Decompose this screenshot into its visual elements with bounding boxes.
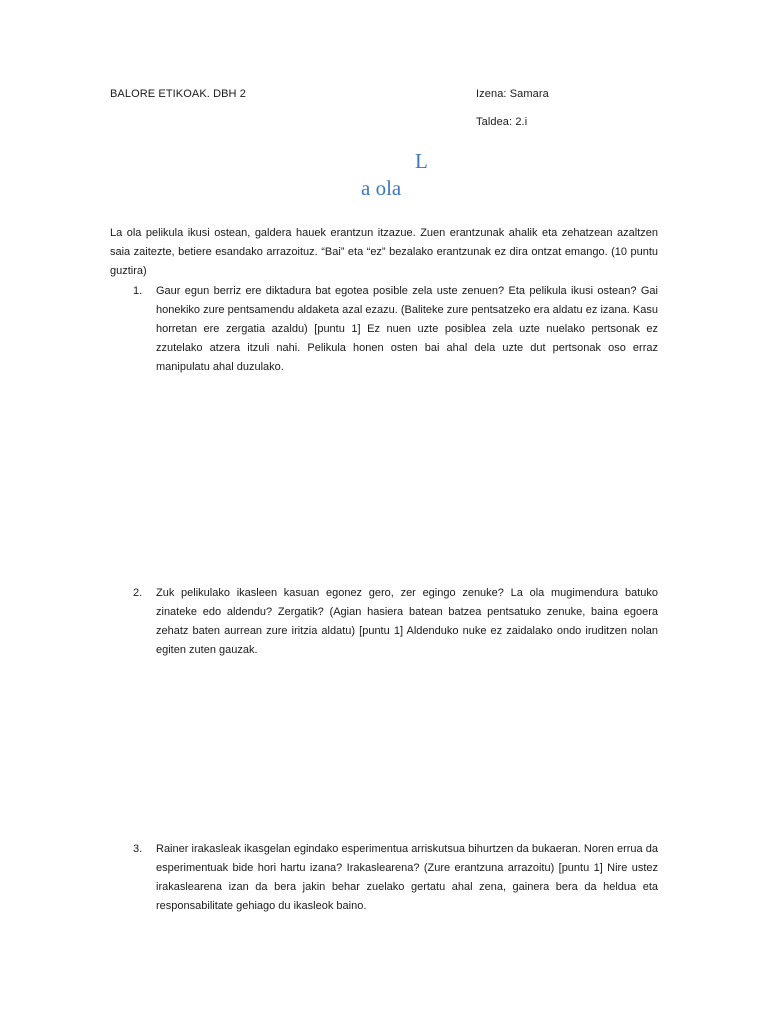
subject-header: BALORE ETIKOAK. DBH 2	[110, 88, 246, 100]
student-group: Taldea: 2.i	[476, 116, 528, 128]
question-number: 1.	[133, 285, 143, 297]
document-title-line-1: L	[415, 149, 428, 173]
question-text: Rainer irakasleak ikasgelan egindako esperimentua arriskutsua bihurtzen da bukaeran. Noren errua da esperimentuak bide hori hartu izana? Irakaslearena? (Zure erantzuna arrazoitu) [puntu 1] Nire ustez irakaslearena izan da bera jakin behar zuelako gertatu ahal zena, gainera bera da heldua eta responsabilitate gehiago du ikasleok baino.	[156, 843, 658, 912]
question-number: 2.	[133, 587, 143, 599]
document-title-line-2: a ola	[361, 176, 402, 200]
question-text: Gaur egun berriz ere diktadura bat egotea posible zela uste zenuen? Eta pelikula ikusi ostean? Gai honekiko zure pentsamendu aldaketa azal ezazu. (Baliteke zure pentsatzeko era aldatu ez izana. Kasu horretan ere zergatia azaldu) [puntu 1] Ez nuen uzte posiblea zela uzte nuelako pertsonak ez zzutelako atzera itzuli nahi. Pelikula honen osten bai ahal dela uzte dut pertsonak oso erraz manipulatu ahal duzulako.	[156, 285, 658, 373]
question-number: 3.	[133, 843, 143, 855]
question-text: Zuk pelikulako ikasleen kasuan egonez gero, zer egingo zenuke? La ola mugimendura batuko zinateke edo aldendu? Zergatik? (Agian hasiera batean batzea pentsatuko zenuke, baina egoera zehatz baten aurrean zure iritzia aldatu) [puntu 1] Aldenduko nuke ez zaidalako ondo iruditzen nolan egiten zuten gauzak.	[156, 587, 658, 656]
student-name: Izena: Samara	[476, 88, 549, 100]
instructions-paragraph: La ola pelikula ikusi ostean, galdera hauek erantzun itzazue. Zuen erantzunak ahalik eta zehatzean azaltzen saia zaitezte, betiere esandako arrazoituz. “Bai” eta “ez” bezalako erantzunak ez dira ontzat emango. (10 puntu guztira)	[110, 227, 658, 277]
